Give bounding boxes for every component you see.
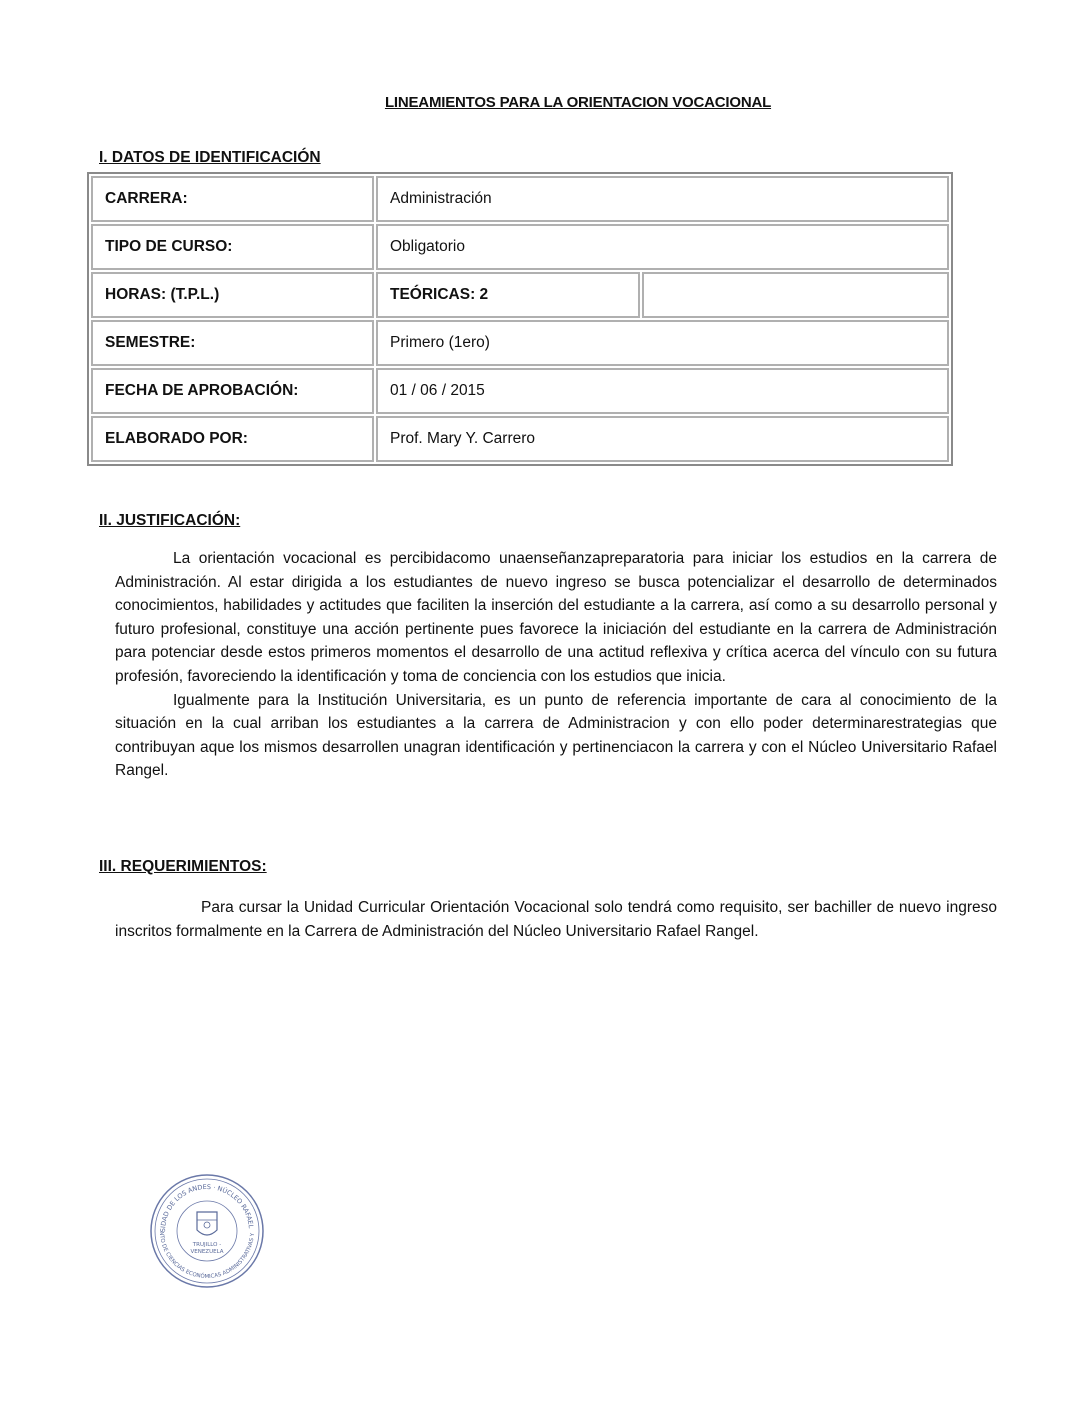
table-row (91, 368, 949, 414)
table-row (91, 176, 949, 222)
justificacion-body (115, 547, 997, 783)
justificacion-paragraph-1: La orientación vocacional es percibidacomo unaenseñanzapreparatoria para iniciar los estudios en la carrera de Administración. Al estar dirigida a los estudiantes de nuevo ingreso se busca potencializar el desarrollo de determinados conocimientos, habilidades y actitudes que faciliten la inserción del estudiante a la carrera, así como a su desarrollo personal y futuro profesional, constituye una acción pertinente pues favorece la iniciación del estudiante en la carrera de Administración para potenciar desde estos primeros momentos el desarrollo de una actitud reflexiva y crítica acerca del vínculo con su futura profesión, favoreciendo la identificación y toma de conciencia con los estudios que inicia. (115, 550, 997, 685)
row-value: TEÓRICAS: 2 (376, 272, 640, 318)
svg-text:VENEZUELA: VENEZUELA (190, 1249, 224, 1255)
row-value: Prof. Mary Y. Carrero (376, 416, 949, 462)
row-value: 01 / 06 / 2015 (376, 368, 949, 414)
justificacion-paragraph-2: Igualmente para la Institución Universitaria, es un punto de referencia importante de cara al conocimiento de la situación en la cual arriban los estudiantes a la carrera de Administracion y con ello poder determinarestrategias que contribuyan aque los mismos desarrollen unagran identificación y pertinenciacon la carrera y con el Núcleo Universitario Rafael Rangel. (115, 691, 997, 780)
table-row (91, 224, 949, 270)
row-value: Obligatorio (376, 224, 949, 270)
svg-text:UNIVERSIDAD DE LOS ANDES · NÚC: SIDAD DE LOS ANDES · NÚCLEO RAFAEL (158, 1182, 255, 1233)
row-label: SEMESTRE: (91, 320, 374, 366)
document-title: LINEAMIENTOS PARA LA ORIENTACION VOCACIONAL (384, 94, 772, 111)
row-label: TIPO DE CURSO: (91, 224, 374, 270)
identification-table (87, 172, 953, 466)
section-heading-identificacion: I. DATOS DE IDENTIFICACIÓN (99, 149, 321, 166)
row-label: FECHA DE APROBACIÓN: (91, 368, 374, 414)
row-label: HORAS: (T.P.L.) (91, 272, 374, 318)
table-row (91, 320, 949, 366)
requerimientos-body (115, 896, 997, 943)
svg-text:TRUJILLO -: TRUJILLO - (192, 1242, 222, 1248)
section-heading-justificacion: II. JUSTIFICACIÓN: (99, 512, 241, 529)
table-row (91, 416, 949, 462)
seal-icon (148, 1172, 266, 1290)
section-heading-requerimientos: III. REQUERIMIENTOS: (99, 858, 267, 875)
row-value: Primero (1ero) (376, 320, 949, 366)
svg-text:DEPARTAMENTO DE CIENCIAS ECONÓ: NTO DE CIENCIAS ECONÓMICAS ADMINISTRATIVAS Y (157, 1231, 256, 1281)
table-row (91, 272, 949, 318)
row-label: CARRERA: (91, 176, 374, 222)
row-extra-cell (642, 272, 949, 318)
row-label: ELABORADO POR: (91, 416, 374, 462)
row-value: Administración (376, 176, 949, 222)
requerimientos-paragraph: Para cursar la Unidad Curricular Orientación Vocacional solo tendrá como requisito, ser bachiller de nuevo ingreso inscritos formalmente en la Carrera de Administración del Núcleo Universitario Rafael Rangel. (115, 899, 997, 940)
university-seal-stamp (148, 1172, 266, 1290)
